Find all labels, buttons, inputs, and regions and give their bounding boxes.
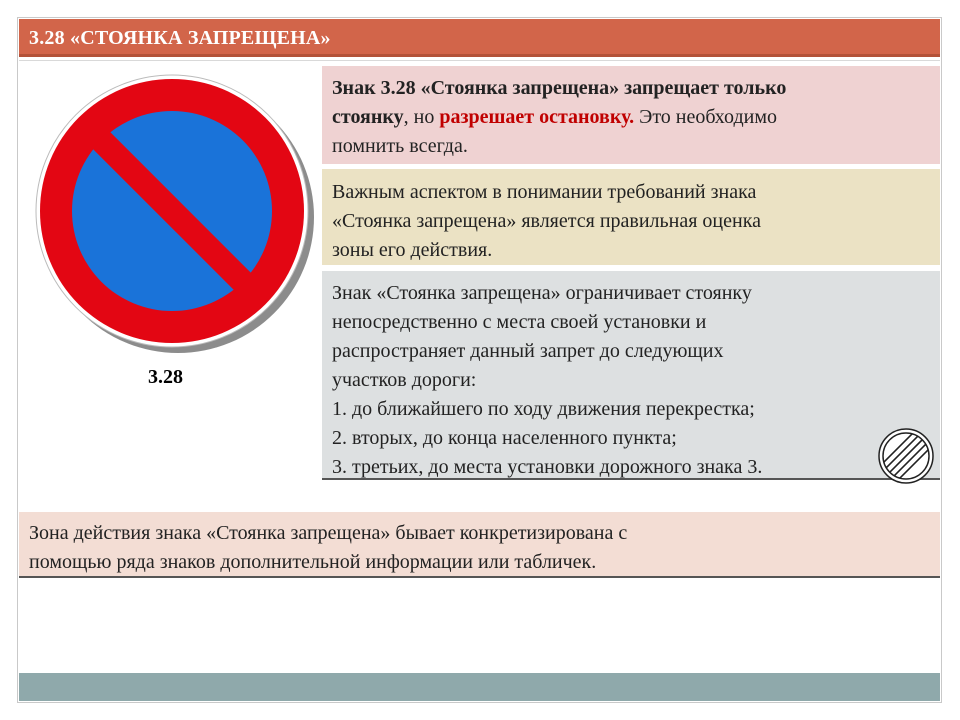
box2-line: «Стоянка запрещена» является правильная оценка [332, 210, 761, 232]
box1-highlight: разрешает остановку. [439, 106, 635, 128]
box3-list-item: 1. до ближайшего по ходу движения перекрестка; [332, 398, 755, 420]
title-divider [19, 60, 940, 61]
page-title: 3.28 «СТОЯНКА ЗАПРЕЩЕНА» [29, 27, 331, 49]
info-box-3 [322, 269, 940, 480]
info-box-4 [19, 512, 940, 578]
box1-text-5: Это необходимо [634, 106, 777, 128]
box3-line: Знак «Стоянка запрещена» ограничивает стоянку [332, 282, 752, 304]
box3-list-item: 3. третьих, до места установки дорожного знака 3. [332, 456, 763, 478]
box1-text-2: стоянку [332, 106, 404, 128]
box3-line: распространяет данный запрет до следующих [332, 340, 724, 362]
no-parking-sign-icon [22, 64, 322, 364]
box3-line: непосредственно с места своей установки и [332, 311, 707, 333]
box3-line: участков дороги: [332, 369, 477, 391]
box3-list-item: 2. вторых, до конца населенного пункта; [332, 427, 677, 449]
box2-line: зоны его действия. [332, 239, 493, 261]
footer-bar [19, 673, 940, 701]
box2-line: Важным аспектом в понимании требований знака [332, 181, 757, 203]
box1-text-1: Знак 3.28 «Стоянка запрещена» запрещает только [332, 77, 787, 99]
sign-number-label: 3.28 [148, 366, 183, 388]
box4-line: Зона действия знака «Стоянка запрещена» бывает конкретизирована с [29, 522, 628, 544]
title-bar [19, 19, 940, 57]
info-box-2 [322, 167, 940, 265]
box4-line: помощью ряда знаков дополнительной информации или табличек. [29, 551, 597, 573]
end-of-restrictions-sign-icon [878, 428, 934, 484]
box1-text-6: помнить всегда. [332, 135, 468, 157]
info-box-1 [322, 66, 940, 164]
box1-text-3: , но [403, 106, 440, 128]
